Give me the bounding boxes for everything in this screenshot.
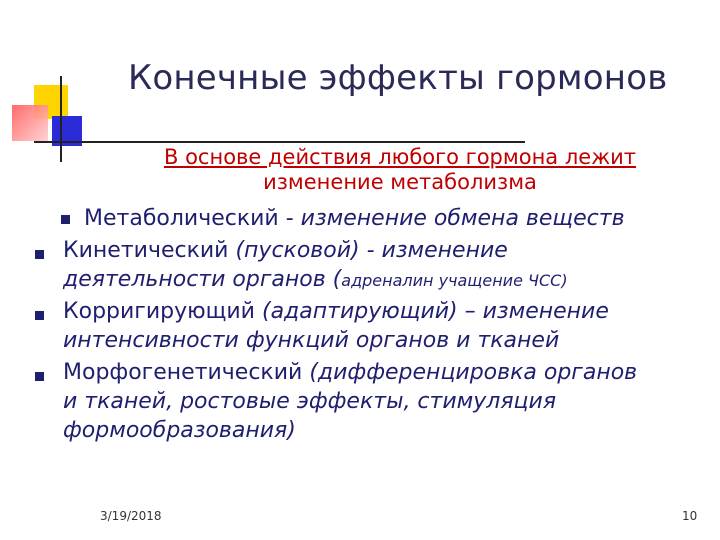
item-note: адреналин учащение ЧСС) bbox=[341, 271, 568, 290]
bullet-icon bbox=[35, 311, 44, 320]
list-item-morphogenetic bbox=[63, 358, 713, 445]
list-item-metabolic bbox=[84, 204, 625, 233]
bullet-icon bbox=[35, 372, 44, 381]
item-desc-line2: деятельности органов ( bbox=[63, 267, 342, 292]
item-desc-line2: интенсивности функций органов и тканей bbox=[63, 328, 560, 353]
item-desc: (пусковой) - изменение bbox=[235, 238, 508, 263]
item-label: Корригирующий bbox=[63, 299, 262, 324]
item-desc-line3: формообразования) bbox=[63, 418, 296, 443]
bullet-icon bbox=[61, 215, 70, 224]
slide-subtitle bbox=[90, 145, 710, 195]
page-number: 10 bbox=[682, 509, 698, 523]
item-label: Кинетический bbox=[63, 238, 236, 263]
item-desc: (дифференцировка органов bbox=[309, 360, 638, 385]
subtitle-line-2: изменение метаболизма bbox=[263, 170, 537, 194]
subtitle-line-1: В основе действия любого гормона лежит bbox=[164, 145, 636, 169]
item-label: Морфогенетический bbox=[63, 360, 310, 385]
decor-vertical-line bbox=[60, 76, 62, 162]
decor-red-square bbox=[12, 105, 48, 141]
slide-title: Конечные эффекты гормонов bbox=[128, 58, 668, 98]
list-item-corrective bbox=[63, 297, 713, 355]
footer-date: 3/19/2018 bbox=[100, 509, 162, 523]
title-underline bbox=[95, 141, 525, 143]
item-label: Метаболический - bbox=[84, 206, 301, 231]
bullet-icon bbox=[35, 250, 44, 259]
list-item-kinetic bbox=[63, 236, 713, 295]
item-desc: изменение обмена веществ bbox=[300, 206, 625, 231]
item-desc: (адаптирующий) – изменение bbox=[261, 299, 609, 324]
item-desc-line2: и тканей, ростовые эффекты, стимуляция bbox=[63, 389, 557, 414]
